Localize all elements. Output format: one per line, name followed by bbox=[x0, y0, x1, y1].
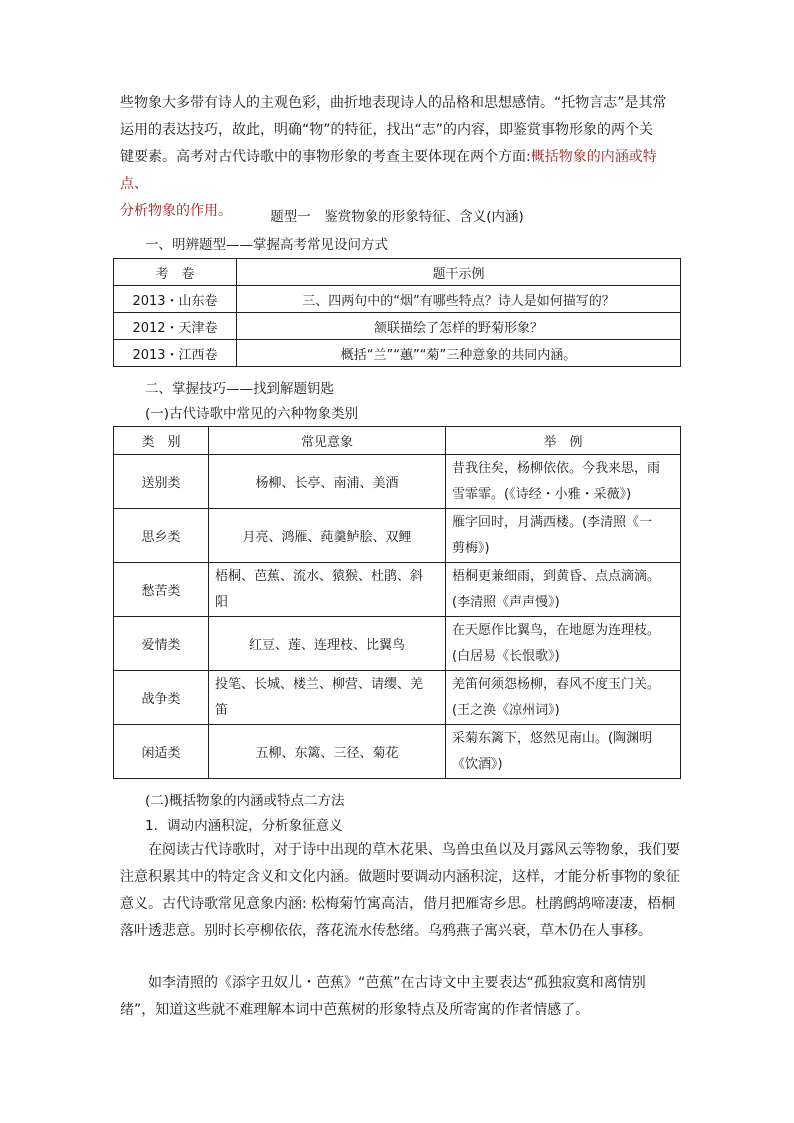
example-cell bbox=[446, 725, 681, 779]
category-cell: 送别类 bbox=[114, 455, 209, 509]
table-header-row bbox=[114, 259, 681, 286]
example-line: 雁字回时，月满西楼。(李清照《一 bbox=[452, 514, 653, 530]
example-line: 昔我往矣，杨柳依依。今我来思，雨 bbox=[452, 460, 661, 476]
example-line: 剪梅》) bbox=[452, 540, 490, 556]
imagery-cell: 红豆、莲、连理枝、比翼鸟 bbox=[209, 617, 446, 671]
highlight-text: 概括物象的内涵或特点、 bbox=[120, 149, 657, 192]
imagery-cell bbox=[209, 563, 446, 617]
table-row bbox=[114, 340, 681, 367]
imagery-line: 投笔、长城、楼兰、柳营、请缨、羌 bbox=[215, 676, 424, 692]
intro-line: 运用的表达技巧，故此，明确“物”的特征，找出“志”的内容，即鉴赏事物形象的两个关 bbox=[120, 122, 654, 138]
imagery-cell: 月亮、鸿雁、莼羹鲈脍、双鲤 bbox=[209, 509, 446, 563]
table-row bbox=[114, 563, 681, 617]
example-cell bbox=[446, 509, 681, 563]
intro-line: 些物象大多带有诗人的主观色彩，曲折地表现诗人的品格和思想感情。“托物言志”是其常 bbox=[120, 95, 667, 111]
example-line: 采菊东篱下，悠然见南山。(陶渊明 bbox=[452, 730, 653, 746]
intro-text: 键要素。高考对古代诗歌中的事物形象的考查主要体现在两个方面: bbox=[120, 149, 531, 165]
body-line: 在阅读古代诗歌时，对于诗中出现的草木花果、鸟兽虫鱼以及月露风云等物象，我们要 bbox=[148, 842, 680, 858]
table-header-row bbox=[114, 427, 681, 455]
imagery-line: 笛 bbox=[215, 702, 229, 718]
imagery-line: 阳 bbox=[215, 594, 229, 610]
example-cell bbox=[446, 563, 681, 617]
imagery-cell bbox=[209, 671, 446, 725]
example-line: 梧桐更兼细雨，到黄昏、点点滴滴。 bbox=[452, 568, 661, 584]
category-cell: 战争类 bbox=[114, 671, 209, 725]
highlight-text: 分析物象的作用。 bbox=[120, 203, 232, 219]
heading-2b: (二)概括物象的内涵或特点二方法 bbox=[145, 793, 345, 809]
example-cell bbox=[446, 455, 681, 509]
imagery-category-table bbox=[113, 426, 681, 779]
body-line: 注意积累其中的特定含义和文化内涵。做题时要调动内涵积淀，这样，才能分析事物的象征 bbox=[120, 869, 680, 885]
question-cell: 三、四两句中的“烟”有哪些特点？诗人是如何描写的？ bbox=[237, 286, 681, 313]
question-cell: 颔联描绘了怎样的野菊形象？ bbox=[237, 313, 681, 340]
example-line: 在天愿作比翼鸟，在地愿为连理枝。 bbox=[452, 622, 661, 638]
body-paragraph bbox=[120, 837, 680, 945]
heading-3: 1．调动内涵积淀，分析象征意义 bbox=[145, 818, 343, 834]
exam-question-table bbox=[113, 258, 681, 367]
body-paragraph bbox=[120, 970, 680, 1024]
table-row bbox=[114, 286, 681, 313]
table-row bbox=[114, 313, 681, 340]
body-line: 如李清照的《添字丑奴儿・芭蕉》“芭蕉”在古诗文中主要表达“孤独寂寞和离情别 bbox=[148, 975, 646, 991]
example-line: 羌笛何须怨杨柳，春风不度玉门关。 bbox=[452, 676, 661, 692]
intro-line bbox=[120, 144, 680, 198]
example-cell bbox=[446, 671, 681, 725]
category-cell: 思乡类 bbox=[114, 509, 209, 563]
exam-cell: 2013・江西卷 bbox=[114, 340, 237, 367]
section-title: 题型一 鉴赏物象的形象特征、含义(内涵) bbox=[270, 209, 524, 225]
body-line: 绪”，知道这些就不难理解本词中芭蕉树的形象特点及所寄寓的作者情感了。 bbox=[120, 1002, 590, 1018]
example-cell bbox=[446, 617, 681, 671]
column-header: 题干示例 bbox=[237, 259, 681, 286]
example-line: (白居易《长恨歌》) bbox=[452, 648, 560, 664]
category-cell: 爱情类 bbox=[114, 617, 209, 671]
table-row bbox=[114, 455, 681, 509]
heading-2a: (一)古代诗歌中常见的六种物象类别 bbox=[145, 406, 359, 422]
body-line: 意义。古代诗歌常见意象内涵: 松梅菊竹寓高洁，借月把雁寄乡思。杜鹃鹧鸪啼凄凄，梧桐 bbox=[120, 896, 676, 912]
question-cell: 概括“兰”“蕙”“菊”三种意象的共同内涵。 bbox=[237, 340, 681, 367]
exam-cell: 2012・天津卷 bbox=[114, 313, 237, 340]
heading-1: 一、明辨题型——掌握高考常见设问方式 bbox=[145, 237, 388, 253]
category-cell: 愁苦类 bbox=[114, 563, 209, 617]
example-line: (李清照《声声慢》) bbox=[452, 594, 560, 610]
imagery-line: 梧桐、芭蕉、流水、猿猴、杜鹃、斜 bbox=[215, 568, 424, 584]
column-header: 类 别 bbox=[114, 427, 209, 455]
example-line: (王之涣《凉州词》) bbox=[452, 702, 560, 718]
table-row bbox=[114, 617, 681, 671]
column-header: 考 卷 bbox=[114, 259, 237, 286]
column-header: 举 例 bbox=[446, 427, 681, 455]
column-header: 常见意象 bbox=[209, 427, 446, 455]
example-line: 雪霏霏。(《诗经・小雅・采薇》) bbox=[452, 486, 632, 502]
imagery-cell: 五柳、东篱、三径、菊花 bbox=[209, 725, 446, 779]
table-row bbox=[114, 725, 681, 779]
exam-cell: 2013・山东卷 bbox=[114, 286, 237, 313]
example-line: 《饮酒》) bbox=[452, 756, 503, 772]
table-row bbox=[114, 509, 681, 563]
heading-2: 二、掌握技巧——找到解题钥匙 bbox=[145, 381, 334, 397]
category-cell: 闲适类 bbox=[114, 725, 209, 779]
imagery-cell: 杨柳、长亭、南浦、美酒 bbox=[209, 455, 446, 509]
body-line: 落叶透悲意。别时长亭柳依依，落花流水传愁绪。乌鸦燕子寓兴衰，草木仍在人事移。 bbox=[120, 923, 652, 939]
table-row bbox=[114, 671, 681, 725]
